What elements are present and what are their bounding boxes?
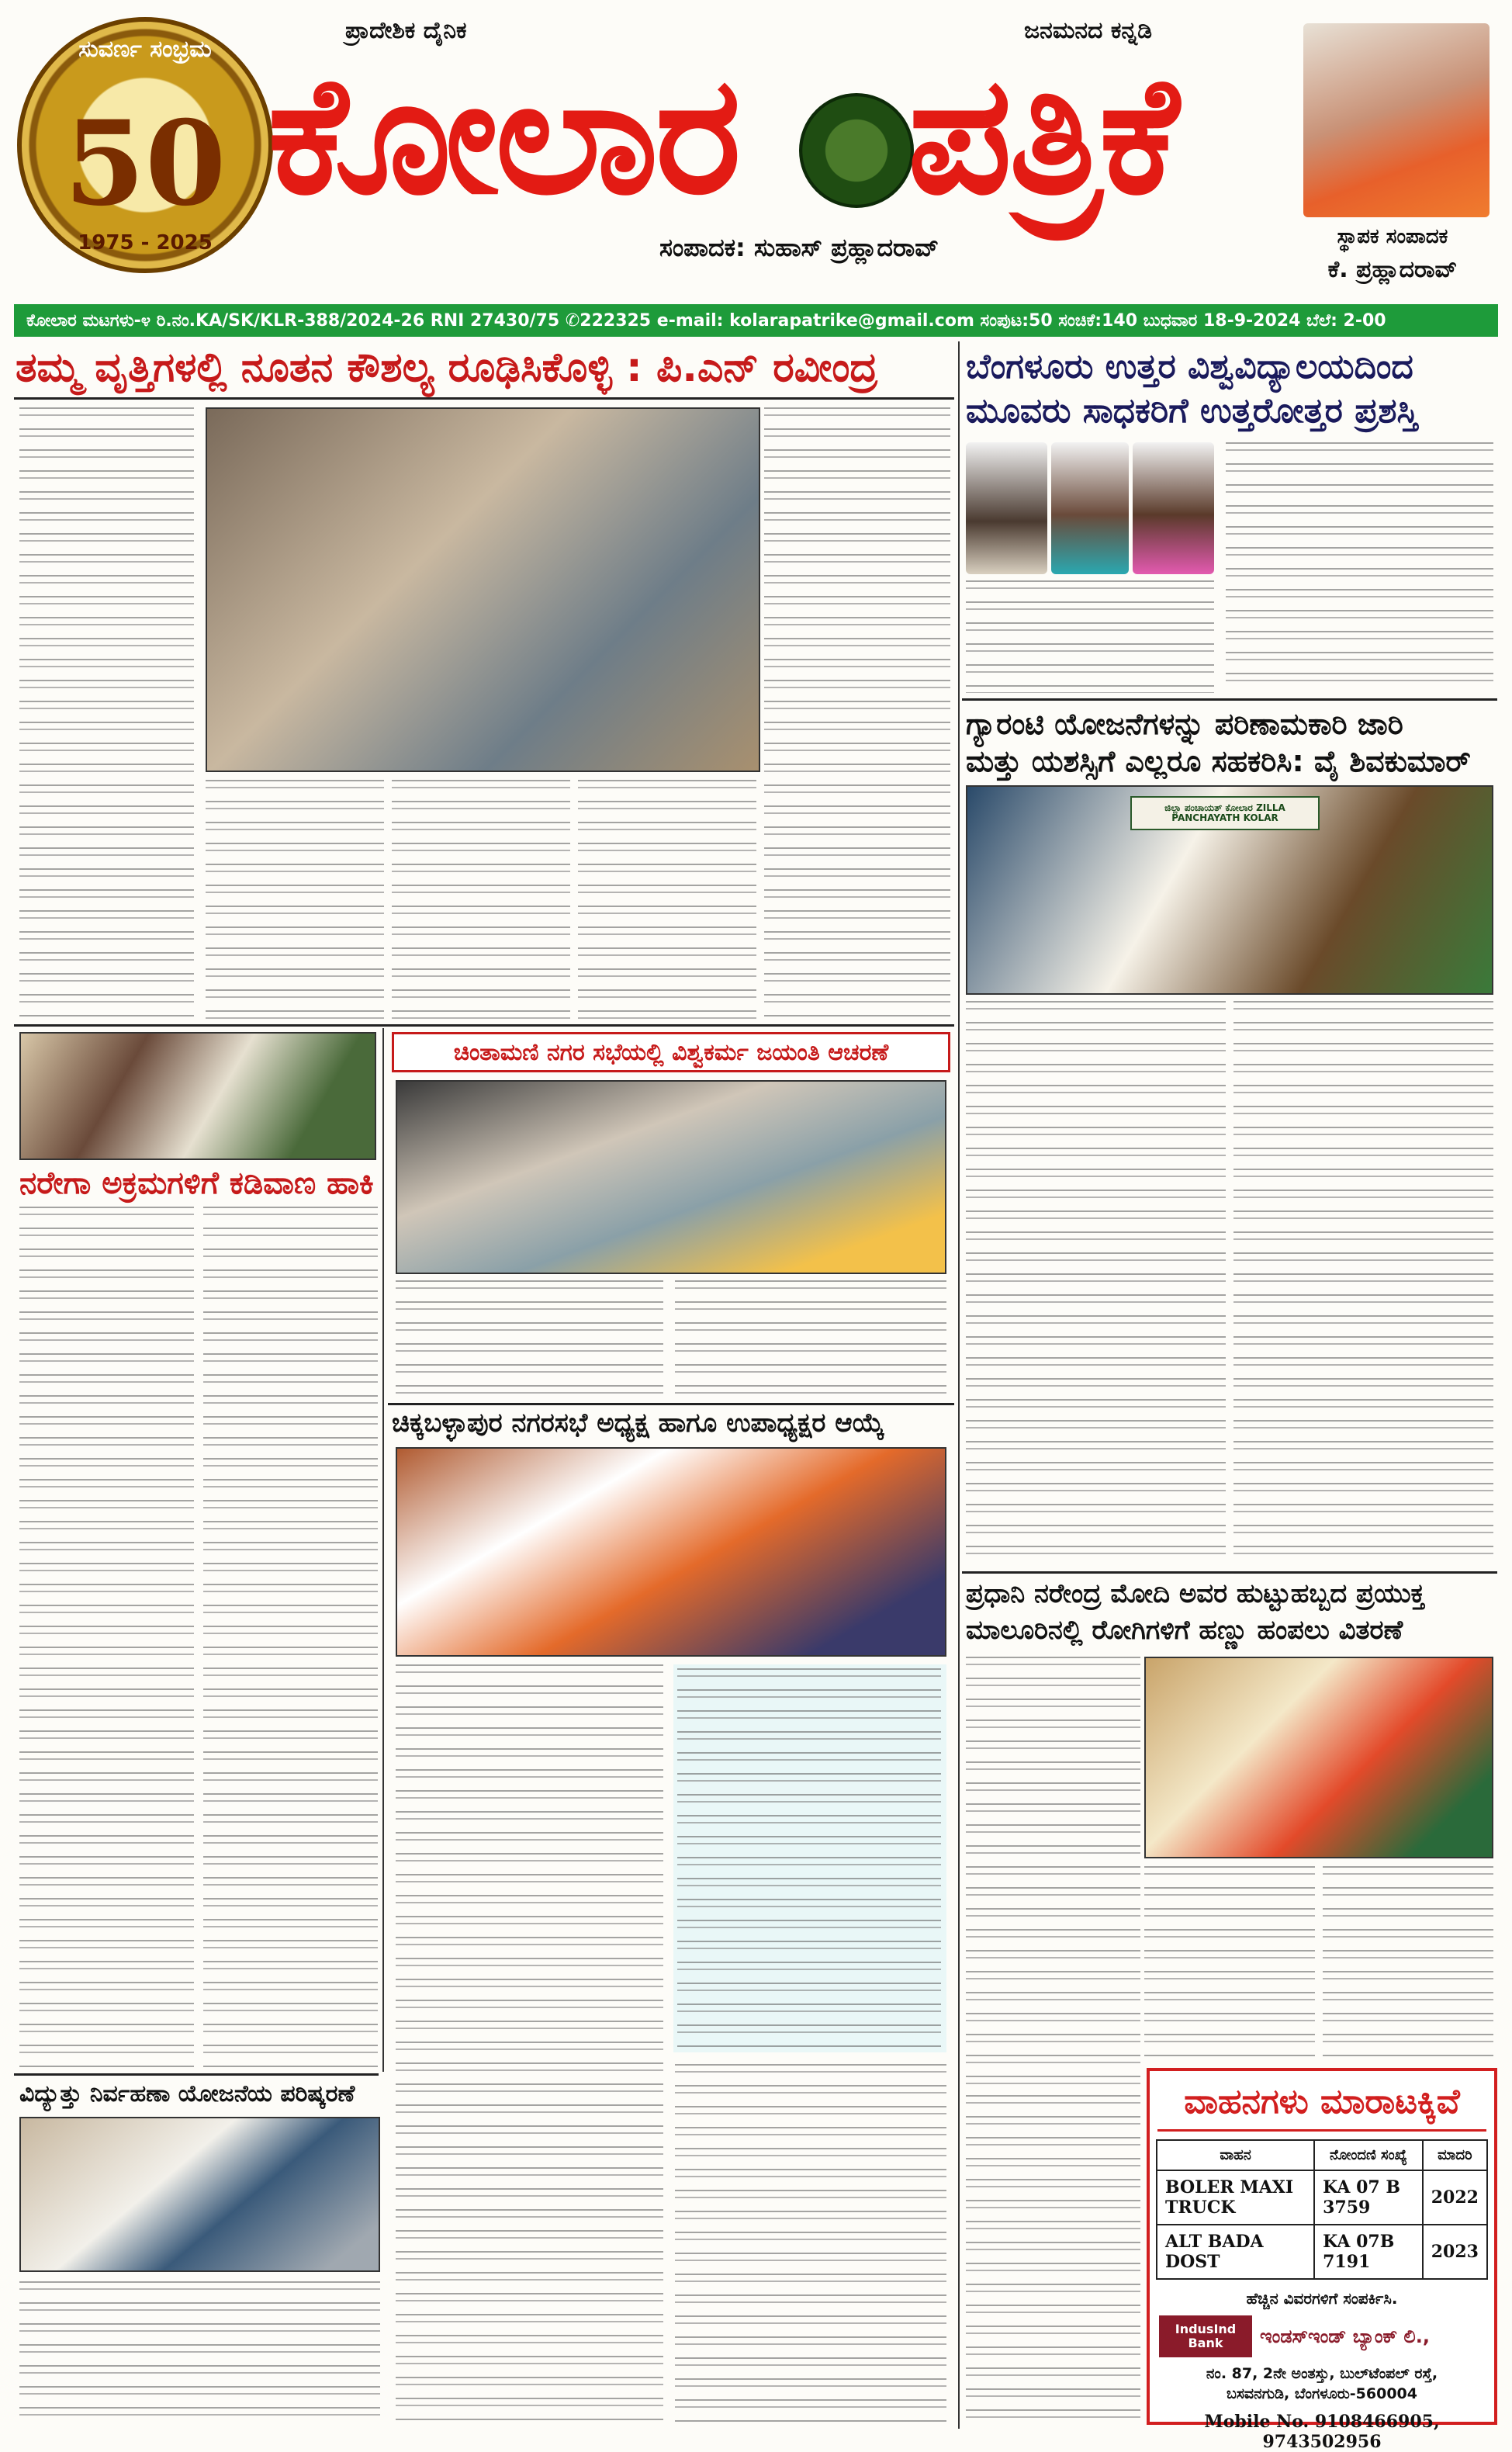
issue-info-text: ಕೋಲಾರ ಮಟಗಳು-೪ ರಿ.ನಂ.KA/SK/KLR-388/2024-26 RNI 27430/75 ✆222325 e-mail: kolarapatrike@gmail.com ಸಂಪುಟ:50 ಸಂಚಿಕೆ:140 ಬುಧವಾರ 18-9-2024 ಬೆಲೆ: 2-00 [26, 310, 1386, 331]
ad-divider [1157, 2129, 1486, 2132]
story3-column-1 [966, 1001, 1226, 1560]
story5-photo [396, 1080, 946, 1274]
golden-jubilee-emblem [17, 17, 273, 273]
table-row [1157, 2225, 1487, 2279]
story2-headline-line1: ಬೆಂಗಳೂರು ಉತ್ತರ ವಿಶ್ವವಿದ್ಯಾಲಯದಿಂದ [966, 347, 1413, 386]
vehicle-cell: BOLER MAXI TRUCK [1157, 2170, 1314, 2225]
story7-headline-line1: ಪ್ರಧಾನಿ ನರೇಂದ್ರ ಮೋದಿ ಅವರ ಹುಟ್ಟುಹಬ್ಬದ ಪ್ರಯುಕ್ತ [966, 1578, 1425, 1609]
story1-headline: ತಮ್ಮ ವೃತ್ತಿಗಳಲ್ಲಿ ನೂತನ ಕೌಶಲ್ಯ ರೂಢಿಸಿಕೊಳ್ಳಿ : ಪಿ.ಎನ್ ರವೀಂದ್ರ [16, 345, 878, 391]
col-year-header: ಮಾದರಿ [1423, 2140, 1487, 2170]
story2-column-2 [1226, 442, 1493, 693]
divider [14, 2073, 379, 2076]
story7-column-3 [1323, 1866, 1493, 2060]
ad-contact-note: ಹೆಚ್ಚಿನ ವಿವರಗಳಿಗೆ ಸಂಪರ್ಕಿಸಿ. [1246, 2289, 1398, 2308]
indusind-logo-icon: IndusInd Bank [1159, 2315, 1252, 2357]
vehicle-cell: ALT BADA DOST [1157, 2225, 1314, 2279]
story6-headline: ಚಿಕ್ಕಬಳ್ಳಾಪುರ ನಗರಸಭೆ ಅಧ್ಯಕ್ಷ ಹಾಗೂ ಉಪಾಧ್ಯಕ್ಷರ ಆಯ್ಕೆ [392, 1408, 884, 1439]
founder-photo [1303, 23, 1490, 217]
story7-column-4 [966, 2095, 1140, 2425]
story3-column-2 [1233, 1001, 1493, 1560]
story3-photo [966, 785, 1493, 995]
newspaper-title-left: ಕೋಲಾರ [268, 40, 739, 230]
story3-headline-line2: ಮತ್ತು ಯಶಸ್ಸಿಗೆ ಎಲ್ಲರೂ ಸಹಕರಿಸಿ: ವೈ ಶಿವಕುಮಾರ್ [966, 744, 1471, 778]
column-divider [382, 1028, 384, 2072]
year-cell: 2023 [1423, 2225, 1487, 2279]
divider [14, 397, 954, 400]
story7-column-2 [1144, 1866, 1315, 2060]
issue-info-strip [14, 304, 1498, 337]
story4-headline: ನರೇಗಾ ಅಕ್ರಮಗಳಿಗೆ ಕಡಿವಾಣ ಹಾಕಿ [19, 1165, 374, 1201]
emblem-years: 1975 - 2025 [78, 231, 213, 255]
story8-headline: ವಿದ್ಯುತ್ತು ನಿರ್ವಹಣಾ ಯೋಜನೆಯ ಪರಿಷ್ಕರಣೆ [19, 2080, 355, 2107]
story4-photo [19, 1032, 376, 1160]
divider [14, 1024, 954, 1027]
story1-column-3 [578, 780, 756, 1020]
founder-name: ಕೆ. ಪ್ರಹ್ಲಾದರಾವ್ [1327, 256, 1458, 283]
story1-column-4 [764, 407, 950, 1020]
story3-headline-line1: ಗ್ಯಾರಂಟಿ ಯೋಜನೆಗಳನ್ನು ಪರಿಣಾಮಕಾರಿ ಜಾರಿ [966, 707, 1403, 741]
story5-column-1 [396, 1280, 663, 1397]
reg-cell: KA 07B 7191 [1314, 2225, 1423, 2279]
mobile-numbers: Mobile No. 9108466905, 9743502956 [1204, 2412, 1440, 2452]
story6-column-2 [675, 2064, 946, 2425]
newspaper-title-right: ಪತ್ರಿಕೆ [908, 40, 1176, 230]
story1-column-2b [392, 780, 570, 1020]
story1-column-2a [206, 780, 384, 1020]
bank-name: ಇಂಡಸ್‌ಇಂಡ್ ಬ್ಯಾಂಕ್ ಲಿ., [1260, 2326, 1430, 2347]
awardee-portrait-3 [1133, 442, 1214, 574]
emblem-number: 50 [64, 95, 227, 232]
bank-row [1159, 2315, 1485, 2357]
col-reg-header: ನೋಂದಣಿ ಸಂಖ್ಯೆ [1314, 2140, 1423, 2170]
story4-column-1 [19, 1207, 194, 2068]
editor-line: ಸಂಪಾದಕ: ಸುಹಾಸ್ ಪ್ರಹ್ಲಾದರಾವ್ [659, 233, 939, 262]
founder-title: ಸ್ಥಾಪಕ ಸಂಪಾದಕ [1337, 225, 1448, 248]
right-tagline: ಜನಮನದ ಕನ್ನಡಿ [1024, 17, 1153, 44]
story1-column-1 [19, 407, 194, 1020]
awardee-portrait-1 [966, 442, 1047, 574]
column-divider [958, 341, 960, 2429]
reg-cell: KA 07 B 3759 [1314, 2170, 1423, 2225]
story6-highlight-text [677, 1668, 941, 2049]
emblem-top-text: ಸುವರ್ಣ ಸಂಭ್ರಮ [78, 36, 212, 63]
story7-column-1 [966, 1657, 1140, 2091]
vehicle-sale-ad [1147, 2068, 1497, 2452]
story2-column-1 [966, 580, 1214, 693]
story8-body [19, 2281, 380, 2425]
divider [962, 1571, 1497, 1574]
bank-address-line2: ಬಸವನಗುಡಿ, ಬೆಂಗಳೂರು-560004 [1226, 2385, 1417, 2402]
left-tagline: ಪ್ರಾದೇಶಿಕ ದೈನಿಕ [345, 17, 467, 44]
table-row [1157, 2170, 1487, 2225]
vehicle-table [1156, 2139, 1488, 2280]
awardee-portrait-2 [1051, 442, 1129, 574]
story5-headline: ಚಿಂತಾಮಣಿ ನಗರ ಸಭೆಯಲ್ಲಿ ವಿಶ್ವಕರ್ಮ ಜಯಂತಿ ಆಚರಣೆ [392, 1032, 950, 1072]
zilla-panchayath-banner: ಜಿಲ್ಲಾ ಪಂಚಾಯತ್ ಕೋಲಾರ ZILLA PANCHAYATH KOLAR [1130, 796, 1320, 830]
story4-column-2 [203, 1207, 378, 2068]
story6-highlight-box [673, 1664, 946, 2052]
story6-column-1 [396, 1664, 663, 2425]
divider [962, 698, 1497, 701]
story5-column-2 [675, 1280, 946, 1397]
bank-address-line1: ನಂ. 87, 2ನೇ ಅಂತಸ್ತು, ಬುಲ್‌ಟೆಂಪಲ್ ರಸ್ತೆ, [1206, 2365, 1438, 2382]
elephant-emblem-icon [799, 93, 914, 208]
ad-title: ವಾಹನಗಳು ಮಾರಾಟಕ್ಕಿವೆ [1184, 2082, 1460, 2121]
story6-photo [396, 1447, 946, 1657]
story1-photo [206, 407, 760, 772]
divider [388, 1403, 954, 1405]
story8-photo [19, 2117, 380, 2272]
story7-headline-line2: ಮಾಲೂರಿನಲ್ಲಿ ರೋಗಿಗಳಿಗೆ ಹಣ್ಣು ಹಂಪಲು ವಿತರಣೆ [966, 1615, 1403, 1646]
year-cell: 2022 [1423, 2170, 1487, 2225]
story7-photo [1144, 1657, 1493, 1858]
story2-headline-line2: ಮೂವರು ಸಾಧಕರಿಗೆ ಉತ್ತರೋತ್ತರ ಪ್ರಶಸ್ತಿ [966, 391, 1418, 431]
col-vehicle-header: ವಾಹನ [1157, 2140, 1314, 2170]
